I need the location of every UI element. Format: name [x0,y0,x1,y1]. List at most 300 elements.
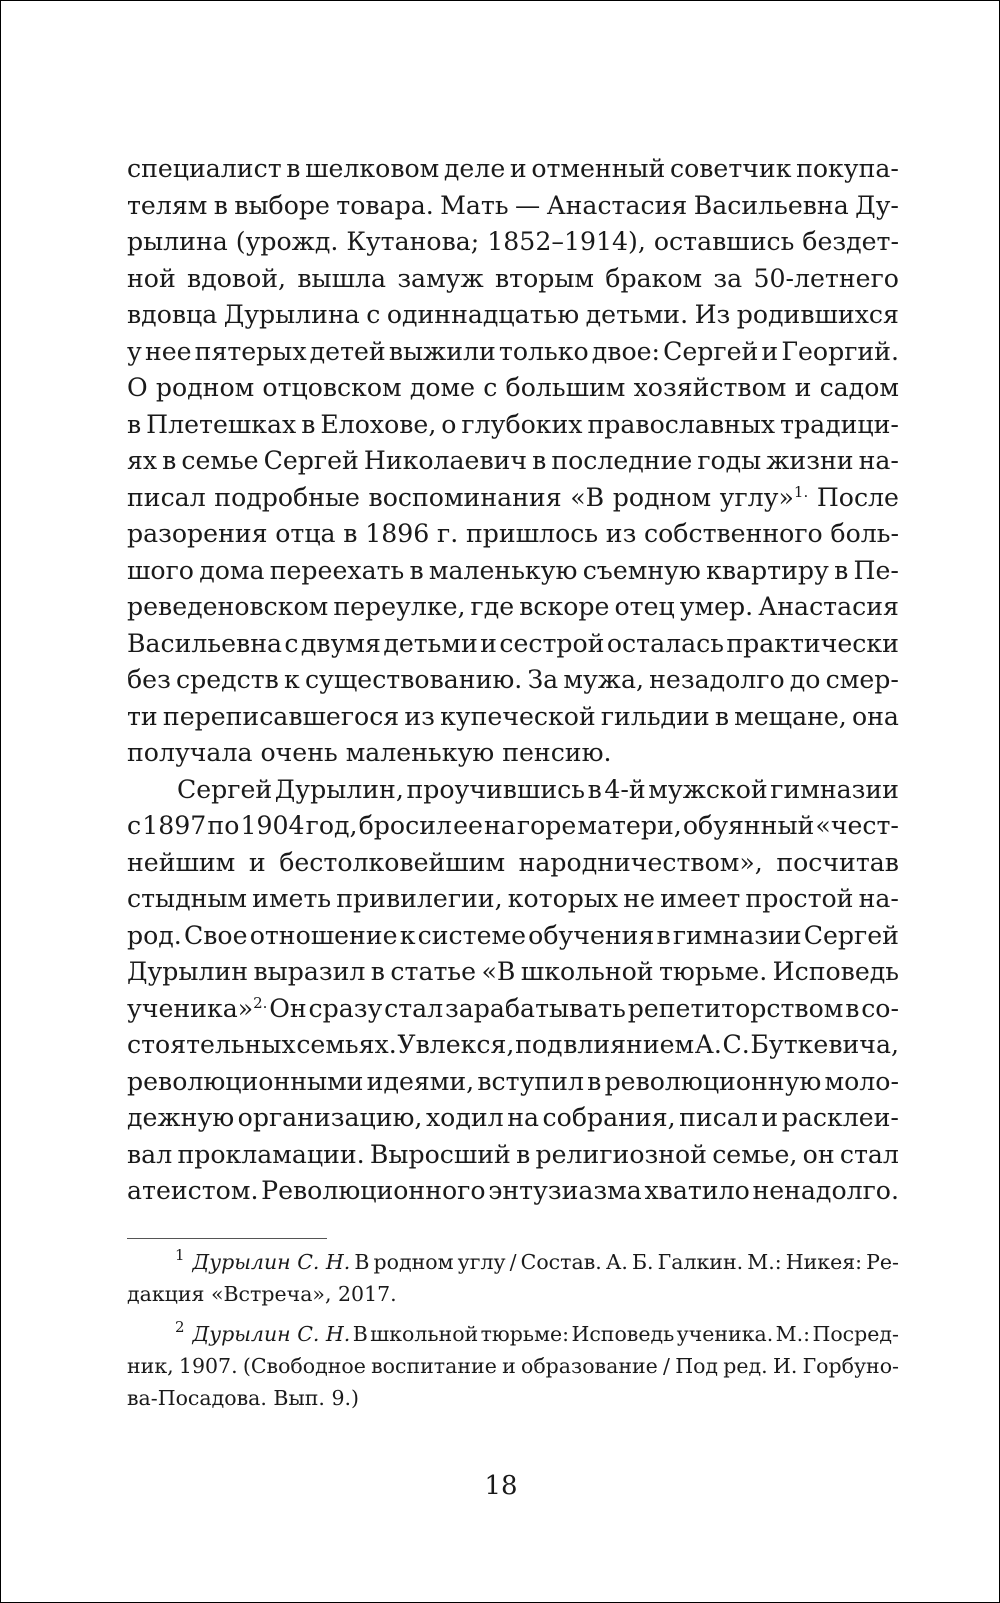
word: Галкин. [657,1250,744,1274]
word: воспоминания [368,482,562,512]
word: Васильевна [693,190,849,220]
word: в [370,957,385,986]
text-line [127,480,899,517]
word: Дурылин, [274,774,404,804]
word: родном [612,482,712,512]
word: очень [260,738,338,767]
word: бросил [358,811,452,840]
word: писал [679,1103,758,1132]
word: 50-летнего [753,263,899,293]
word: бездет- [802,227,899,256]
footnote-ref[interactable]: 1. [793,482,809,501]
word: выборе [234,190,330,220]
text-line [127,662,899,699]
word: семьях. [296,1030,397,1059]
word: смер- [825,665,899,694]
text-line [127,407,899,444]
word: Кутанова; [346,227,480,256]
word: браком [605,263,703,293]
word: переписавшегося [162,701,400,731]
word: обучения [528,920,655,950]
word: со- [861,993,899,1023]
word: Плетешках [146,409,297,439]
word: шелковом [305,154,440,183]
word: (урожд. [235,227,339,256]
word: гимназии [672,920,802,950]
word: год, [305,811,358,840]
word: получала [127,738,253,767]
word: последние [551,446,693,475]
word: вступил [477,1066,584,1096]
word: незадолго [649,665,785,694]
word: / [509,1250,517,1274]
word: отцовском [262,373,402,402]
word: отца [275,519,336,548]
word: и [502,1354,516,1378]
word: Сергей [263,446,359,475]
word: Дурылин [127,957,249,986]
word: 1904 [240,811,305,840]
word: стоятельных [127,1030,296,1059]
word: М.: [747,1250,782,1274]
word: мужа, [563,665,644,694]
word: в [127,409,142,439]
word: Состав. [520,1250,602,1274]
word: съемную [582,555,701,585]
word: Исповедь [571,1322,675,1346]
word: доме [409,373,476,402]
word: Дурылина [223,300,360,329]
word: осталась [606,628,724,658]
word: Анастасия [546,190,688,220]
word: выразил [253,957,366,986]
word: у [127,336,142,366]
word: квартиру [706,555,829,585]
word: в [516,1139,531,1169]
word: с [366,300,381,329]
word: тюрьме: [480,1322,570,1346]
word: переулке, [333,592,466,621]
word: до [789,665,821,694]
word: собственного [644,519,823,548]
word: М.: [775,1322,811,1346]
word: купеческой [440,701,596,731]
word: телям [127,190,208,220]
word: матери, [577,811,682,840]
word: моло- [824,1066,899,1096]
text-line [127,224,899,261]
word: Ду- [855,190,899,220]
word: 1852–1914), [487,227,646,256]
word: После [816,482,899,512]
word: 1896 [365,519,430,548]
word: идеями, [366,1066,475,1096]
word: революционную [604,1066,822,1096]
word: рылина [127,227,228,256]
word: традици- [780,409,899,439]
text-line [127,1137,899,1174]
word: деле [443,154,506,183]
word: О [127,373,148,402]
word: народничеством», [518,847,763,877]
text-line [127,1100,899,1137]
word: За [527,665,559,694]
word: атеистом. [127,1176,259,1205]
text-line [127,991,899,1028]
word: горе [516,811,577,840]
word: влиянием [563,1030,695,1059]
word: обуянный [682,811,815,840]
word: глубоких [461,409,583,439]
footnote-head [175,1246,350,1278]
word: пришлось [465,519,599,548]
word: Из [694,300,731,329]
word: и [761,1103,779,1132]
word: стыдным [127,884,248,913]
word: нейшим [127,847,236,877]
text-line [127,370,899,407]
word: в [301,409,316,439]
word: и [480,628,497,658]
word: религиозной [535,1139,707,1169]
word: Б. [631,1250,654,1274]
word: Сергей [803,920,899,950]
word: в [343,519,358,548]
footnote-line: ва-Посадова. Вып. 9.) [127,1386,360,1410]
word: привилегии, [336,884,503,913]
word: советчик [669,154,792,183]
word: отношение [249,920,398,950]
text-line [127,881,899,918]
word-with-footnote [127,991,267,1028]
word: в [845,993,860,1023]
word: расклеи- [781,1103,899,1132]
word: в [587,1066,602,1096]
footnote-line: дакция «Встреча», 2017. [127,1282,397,1306]
word: посчитав [776,847,899,877]
word: маленькую [345,738,495,767]
word: разорения [127,519,268,548]
text-line [127,553,899,590]
footnote-number: 2 [175,1318,185,1336]
word: мужской [648,774,768,804]
text-line [127,626,899,663]
word: существованию. [304,665,523,694]
word: образование [521,1354,658,1378]
word: садом [819,373,899,402]
word: собрания, [542,1103,676,1132]
word: Революционного [261,1176,486,1205]
text-line [127,261,899,298]
word: умер. [679,592,754,621]
word: под [515,1030,563,1059]
word: подробные [214,482,360,512]
word: — [514,190,541,220]
word: на [484,811,516,840]
word: Анастасия [758,592,899,621]
word: родном [373,1250,454,1274]
footnote-head [175,1318,350,1350]
page-number: 18 [484,1471,518,1501]
word: ти [127,701,158,731]
word: ной [127,263,176,293]
word: вдовой, [187,263,287,293]
word: В [352,1322,368,1346]
footnote-line [127,1350,899,1382]
word: г. [437,519,459,548]
text-line [127,918,899,955]
word: школьной [520,957,654,986]
word: Ре- [866,1250,899,1274]
word: сестрой [499,628,605,658]
word: покупа- [796,154,899,183]
footnote-author: Дурылин С. Н. [192,1250,351,1274]
word: Никея: [785,1250,863,1274]
word: двое: [591,336,660,366]
word: она [851,701,899,731]
word: стал [384,993,444,1023]
word: Он [269,993,307,1023]
footnote-number: 1 [175,1246,185,1264]
word: и [248,847,266,877]
word-with-footnote [720,480,809,517]
word: энтузиазма [488,1176,642,1205]
word: сразу [308,993,383,1023]
word: детей [309,336,386,366]
word: 4-й [604,774,646,804]
word: средств [175,665,279,694]
word: большим [505,373,626,402]
word: боль- [830,519,899,548]
word: которых [507,884,619,913]
word: Елохове, [320,409,437,439]
word: не [623,884,655,913]
word: хватило [644,1176,750,1205]
text-line [127,188,899,225]
word: в [213,190,228,220]
word: писал [127,482,206,512]
word: отец [614,592,675,621]
text-line [127,772,899,809]
word: иметь [252,884,332,913]
word: отменный [531,154,666,183]
footnote-ref[interactable]: 2. [253,993,268,1012]
word: он [802,1139,835,1169]
word: пятерых [194,336,307,366]
word: А. [694,1030,722,1059]
word: организацию, [237,1103,423,1132]
word: реведеновском [127,592,329,621]
word: родившихся [736,300,899,329]
word: ред. [723,1354,768,1378]
word: в [286,154,301,183]
word: гильдии [600,701,710,731]
word: вскоре [519,592,610,621]
word: по [207,811,240,840]
word: школьной [370,1322,479,1346]
word: Пе- [853,555,899,585]
word: мещане, [734,701,847,731]
footnote-line [127,1318,899,1350]
word: и [761,336,779,366]
word: пенсию. [502,738,612,767]
word: (Свободное [242,1354,366,1378]
footnote-line [127,1246,899,1278]
word: в [162,446,177,475]
word: хозяйством [633,373,787,402]
word: Посред- [812,1322,899,1346]
word: ник, [127,1354,174,1378]
word: системе [417,920,526,950]
word: ходил [425,1103,504,1132]
word: шого [127,555,194,585]
word: переехать [269,555,405,585]
text-line [127,443,899,480]
word: и [509,154,527,183]
text-line [127,735,899,772]
word: проучившись [406,774,585,804]
text-line [127,1027,899,1064]
word: выжили [388,336,496,366]
word: о [441,409,457,439]
word: прокламации. [177,1139,365,1169]
word: зарабатывать [445,993,626,1023]
body-text [127,151,899,1210]
word: революционными [127,1066,364,1096]
word: воспитание [371,1354,497,1378]
word: А. [605,1250,628,1274]
word: углу» [719,482,794,512]
word: годы [697,446,762,475]
word: из [404,701,435,731]
word: углу [457,1250,506,1274]
text-line [127,334,899,371]
word: маленькую [428,555,578,585]
footnote-author: Дурылин С. Н. [192,1322,351,1346]
word: Георгий. [781,336,899,366]
text-line [127,699,899,736]
word: семье, [712,1139,798,1169]
word: одиннадцатью [386,300,580,329]
word: за [713,263,743,293]
word: ее [453,811,483,840]
word: гимназии [770,774,899,804]
word: Сергей [663,336,759,366]
word: ненадолго. [752,1176,899,1205]
word: ученика» [127,993,254,1023]
word: ях [127,446,158,475]
text-line [127,151,899,188]
word: Мать [440,190,509,220]
word: где [470,592,515,621]
text-line [127,845,899,882]
text-line [127,1173,899,1210]
word: С. [722,1030,750,1059]
word: ученика. [676,1322,774,1346]
word: простой [745,884,854,913]
word: только [498,336,589,366]
word: детьми [383,628,478,658]
word: на- [858,446,899,475]
word: Николаевич [363,446,528,475]
word: Васильевна [127,628,283,658]
word: Горбуно- [802,1354,899,1378]
word: в [409,555,424,585]
word: Свое [183,920,248,950]
word: в [656,920,671,950]
word: родном [155,373,255,402]
word: Исповедь [772,957,899,986]
word: Увлекся, [397,1030,515,1059]
word: нее [144,336,192,366]
word: В [354,1250,370,1274]
word: имеет [660,884,741,913]
word: практически [726,628,899,658]
footnote-separator [127,1238,327,1239]
word: жизни [766,446,854,475]
word: Буткевича, [750,1030,899,1059]
word: в [834,555,849,585]
word: дежную [127,1103,235,1132]
word: к [284,665,300,694]
text-line [127,297,899,334]
word: товара. [336,190,434,220]
word: бестолковейшим [279,847,506,877]
word: из [605,519,637,548]
word: дома [199,555,265,585]
word: Под [675,1354,719,1378]
word: в [714,701,729,731]
word: И. [772,1354,798,1378]
word: детьми. [585,300,689,329]
word: вторым [494,263,594,293]
word: Сергей [177,774,273,804]
word: тюрьме. [659,957,768,986]
word: стал [839,1139,899,1169]
word: семье [181,446,259,475]
word: в [587,774,602,804]
word: с [127,811,142,840]
word: репетиторством [627,993,844,1023]
word: «В [570,482,605,512]
word: / [663,1354,670,1378]
word: 1897 [142,811,207,840]
word: без [127,665,171,694]
word: вышла [297,263,387,293]
word: статье [390,957,477,986]
word: двумя [300,628,381,658]
word: на [507,1103,539,1132]
word: Выросший [369,1139,511,1169]
text-line [127,1064,899,1101]
word: оставшись [653,227,795,256]
word: специалист [127,154,282,183]
word: род. [127,920,182,950]
text-line [127,516,899,553]
text-line [127,589,899,626]
word: с [483,373,498,402]
word: замуж [397,263,484,293]
footnotes [127,1246,899,1414]
word: с [284,628,299,658]
word: вал [127,1139,173,1169]
footnote-gap [127,1310,899,1318]
word: и [794,373,812,402]
word: в [532,446,547,475]
word: 1907. [178,1354,238,1378]
word: на- [858,884,899,913]
word: к [399,920,416,950]
